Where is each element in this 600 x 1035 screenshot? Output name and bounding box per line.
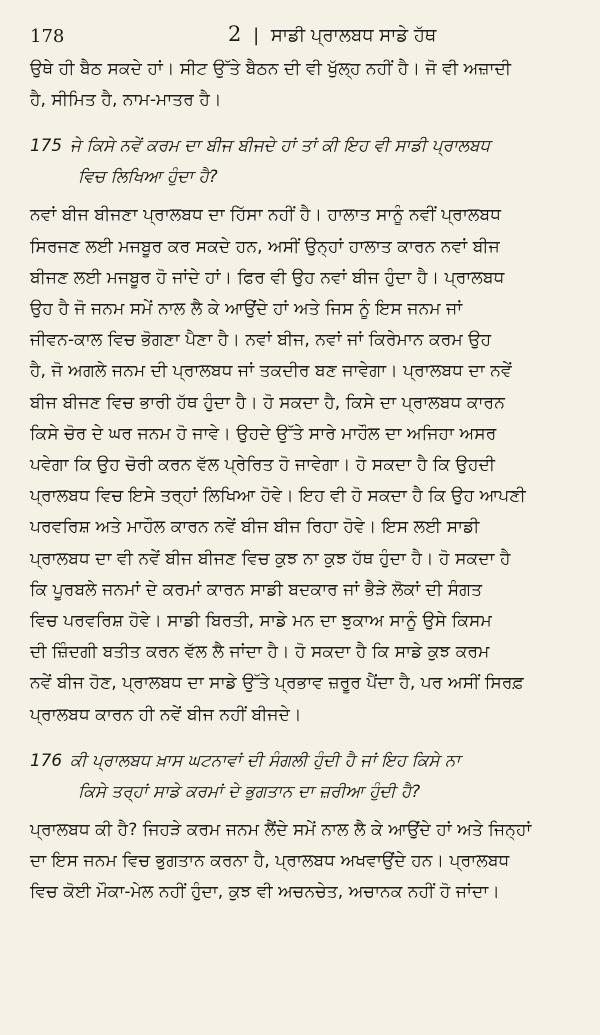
- text-line: ਉਹ ਹੈ ਜੋ ਜਨਮ ਸਮੇਂ ਨਾਲ ਲੈ ਕੇ ਆਉਂਦੇ ਹਾਂ ਅਤੇ ਜਿਸ ਨੂੰ ਇਸ ਜਨਮ ਜਾਂ: [30, 299, 463, 320]
- chapter-number: 2: [228, 22, 242, 46]
- text-line: ਪਰਵਰਿਸ਼ ਅਤੇ ਮਾਹੌਲ ਕਾਰਨ ਨਵੇਂ ਬੀਜ ਬੀਜ ਰਿਹਾ ਹੋਵੇ। ਇਸ ਲਈ ਸਾਡੀ: [30, 517, 480, 538]
- text-line: ਕਿਸੇ ਚੋਰ ਦੇ ਘਰ ਜਨਮ ਹੋ ਜਾਵੇ। ਉਹਦੇ ਉੱਤੇ ਸਾਰੇ ਮਾਹੌਲ ਦਾ ਅਜਿਹਾ ਅਸਰ: [30, 423, 497, 444]
- question-line: ਵਿਚ ਲਿਖਿਆ ਹੁੰਦਾ ਹੈ?: [78, 166, 218, 187]
- text-line: ਸਿਰਜਣ ਲਈ ਮਜਬੂਰ ਕਰ ਸਕਦੇ ਹਨ, ਅਸੀਂ ਉਨ੍ਹਾਂ ਹਾਲਾਤ ਕਾਰਨ ਨਵਾਂ ਬੀਜ: [30, 236, 500, 257]
- question-line: [30, 130, 578, 161]
- text-line: ਪਵੇਗਾ ਕਿ ਉਹ ਚੋਰੀ ਕਰਨ ਵੱਲ ਪ੍ਰੇਰਿਤ ਹੋ ਜਾਵੇਗਾ। ਹੋ ਸਕਦਾ ਹੈ ਕਿ ਉਹਦੀ: [30, 455, 496, 476]
- question-number: 176: [30, 749, 63, 770]
- question-line: [30, 745, 578, 776]
- question-text: ਕੀ ਪ੍ਰਾਲਬਧ ਖ਼ਾਸ ਘਟਨਾਵਾਂ ਦੀ ਸੰਗਲੀ ਹੁੰਦੀ ਹੈ ਜਾਂ ਇਹ ਕਿਸੇ ਨਾ: [70, 749, 461, 770]
- text-line: ਪ੍ਰਾਲਬਧ ਵਿਚ ਇਸੇ ਤਰ੍ਹਾਂ ਲਿਖਿਆ ਹੋਵੇ। ਇਹ ਵੀ ਹੋ ਸਕਦਾ ਹੈ ਕਿ ਉਹ ਆਪਣੀ: [30, 486, 526, 507]
- text-line: ਨਵੇਂ ਬੀਜ ਹੋਣ, ਪ੍ਰਾਲਬਧ ਦਾ ਸਾਡੇ ਉੱਤੇ ਪ੍ਰਭਾਵ ਜ਼ਰੂਰ ਪੈਂਦਾ ਹੈ, ਪਰ ਅਸੀਂ ਸਿਰਫ਼: [30, 673, 524, 694]
- question-line: ਕਿਸੇ ਤਰ੍ਹਾਂ ਸਾਡੇ ਕਰਮਾਂ ਦੇ ਭੁਗਤਾਨ ਦਾ ਜ਼ਰੀਆ ਹੁੰਦੀ ਹੈ?: [78, 780, 421, 801]
- intro-paragraph: [30, 54, 578, 116]
- page-number: 178: [30, 26, 65, 47]
- text-line: ਪ੍ਰਾਲਬਧ ਕਾਰਨ ਹੀ ਨਵੇਂ ਬੀਜ ਨਹੀਂ ਬੀਜਦੇ।: [30, 704, 302, 725]
- question-text: ਜੇ ਕਿਸੇ ਨਵੇਂ ਕਰਮ ਦਾ ਬੀਜ ਬੀਜਦੇ ਹਾਂ ਤਾਂ ਕੀ ਇਹ ਵੀ ਸਾਡੀ ਪ੍ਰਾਲਬਧ: [70, 135, 491, 156]
- answer-175: [30, 200, 578, 730]
- text-line: ਵਿਚ ਪਰਵਰਿਸ਼ ਹੋਵੇ। ਸਾਡੀ ਬਿਰਤੀ, ਸਾਡੇ ਮਨ ਦਾ ਝੁਕਾਅ ਸਾਨੂੰ ਉਸੇ ਕਿਸਮ: [30, 611, 492, 632]
- text-line: ਦੀ ਜ਼ਿੰਦਗੀ ਬਤੀਤ ਕਰਨ ਵੱਲ ਲੈ ਜਾਂਦਾ ਹੈ। ਹੋ ਸਕਦਾ ਹੈ ਕਿ ਸਾਡੇ ਕੁਝ ਕਰਮ: [30, 642, 490, 663]
- running-head: [228, 22, 436, 46]
- text-line: ਨਵਾਂ ਬੀਜ ਬੀਜਣਾ ਪ੍ਰਾਲਬਧ ਦਾ ਹਿੱਸਾ ਨਹੀਂ ਹੈ। ਹਾਲਾਤ ਸਾਨੂੰ ਨਵੀਂ ਪ੍ਰਾਲਬਧ: [30, 205, 502, 226]
- text-line: ਹੈ, ਸੀਮਿਤ ਹੈ, ਨਾਮ-ਮਾਤਰ ਹੈ।: [30, 90, 222, 111]
- text-line: ਪ੍ਰਾਲਬਧ ਦਾ ਵੀ ਨਵੇਂ ਬੀਜ ਬੀਜਣ ਵਿਚ ਕੁਝ ਨਾ ਕੁਝ ਹੱਥ ਹੁੰਦਾ ਹੈ। ਹੋ ਸਕਦਾ ਹੈ: [30, 548, 511, 569]
- header-separator: |: [253, 25, 260, 46]
- text-line: ਬੀਜ ਬੀਜਣ ਵਿਚ ਭਾਰੀ ਹੱਥ ਹੁੰਦਾ ਹੈ। ਹੋ ਸਕਦਾ ਹੈ, ਕਿਸੇ ਦਾ ਪ੍ਰਾਲਬਧ ਕਾਰਨ: [30, 392, 505, 413]
- page-body: [30, 54, 578, 908]
- text-line: ਪ੍ਰਾਲਬਧ ਕੀ ਹੈ? ਜਿਹੜੇ ਕਰਮ ਜਨਮ ਲੈਂਦੇ ਸਮੇਂ ਨਾਲ ਲੈ ਕੇ ਆਉਂਦੇ ਹਾਂ ਅਤੇ ਜਿਨ੍ਹਾਂ: [30, 819, 532, 840]
- answer-176: [30, 815, 578, 909]
- text-line: ਬੀਜਣ ਲਈ ਮਜਬੂਰ ਹੋ ਜਾਂਦੇ ਹਾਂ। ਫਿਰ ਵੀ ਉਹ ਨਵਾਂ ਬੀਜ ਹੁੰਦਾ ਹੈ। ਪ੍ਰਾਲਬਧ: [30, 267, 505, 288]
- text-line: ਉਥੇ ਹੀ ਬੈਠ ਸਕਦੇ ਹਾਂ। ਸੀਟ ਉੱਤੇ ਬੈਠਨ ਦੀ ਵੀ ਖੁੱਲ੍ਹ ਨਹੀਂ ਹੈ। ਜੋ ਵੀ ਅਜ਼ਾਦੀ: [30, 59, 512, 79]
- page-header: [30, 16, 578, 52]
- text-line: ਵਿਚ ਕੋਈ ਮੌਕਾ-ਮੇਲ ਨਹੀਂ ਹੁੰਦਾ, ਕੁਝ ਵੀ ਅਚਨਚੇਤ, ਅਚਾਨਕ ਨਹੀਂ ਹੋ ਜਾਂਦਾ।: [30, 882, 500, 903]
- text-line: ਦਾ ਇਸ ਜਨਮ ਵਿਚ ਭੁਗਤਾਨ ਕਰਨਾ ਹੈ, ਪ੍ਰਾਲਬਧ ਅਖਵਾਉਂਦੇ ਹਨ। ਪ੍ਰਾਲਬਧ: [30, 851, 510, 872]
- question-number: 175: [30, 135, 63, 156]
- text-line: ਜੀਵਨ-ਕਾਲ ਵਿਚ ਭੋਗਣਾ ਪੈਣਾ ਹੈ। ਨਵਾਂ ਬੀਜ, ਨਵਾਂ ਜਾਂ ਕਿਰੇਮਾਨ ਕਰਮ ਉਹ: [30, 330, 492, 351]
- question-176: [30, 745, 578, 807]
- book-title: ਸਾਡੀ ਪ੍ਰਾਲਬਧ ਸਾਡੇ ਹੱਥ: [270, 25, 437, 46]
- question-175: [30, 130, 578, 192]
- text-line: ਹੈ, ਜੋ ਅਗਲੇ ਜਨਮ ਦੀ ਪ੍ਰਾਲਬਧ ਜਾਂ ਤਕਦੀਰ ਬਣ ਜਾਵੇਗਾ। ਪ੍ਰਾਲਬਧ ਦਾ ਨਵੇਂ: [30, 361, 512, 382]
- text-line: ਕਿ ਪੂਰਬਲੇ ਜਨਮਾਂ ਦੇ ਕਰਮਾਂ ਕਾਰਨ ਸਾਡੀ ਬਦਕਾਰ ਜਾਂ ਭੈੜੇ ਲੋਕਾਂ ਦੀ ਸੰਗਤ: [30, 579, 483, 600]
